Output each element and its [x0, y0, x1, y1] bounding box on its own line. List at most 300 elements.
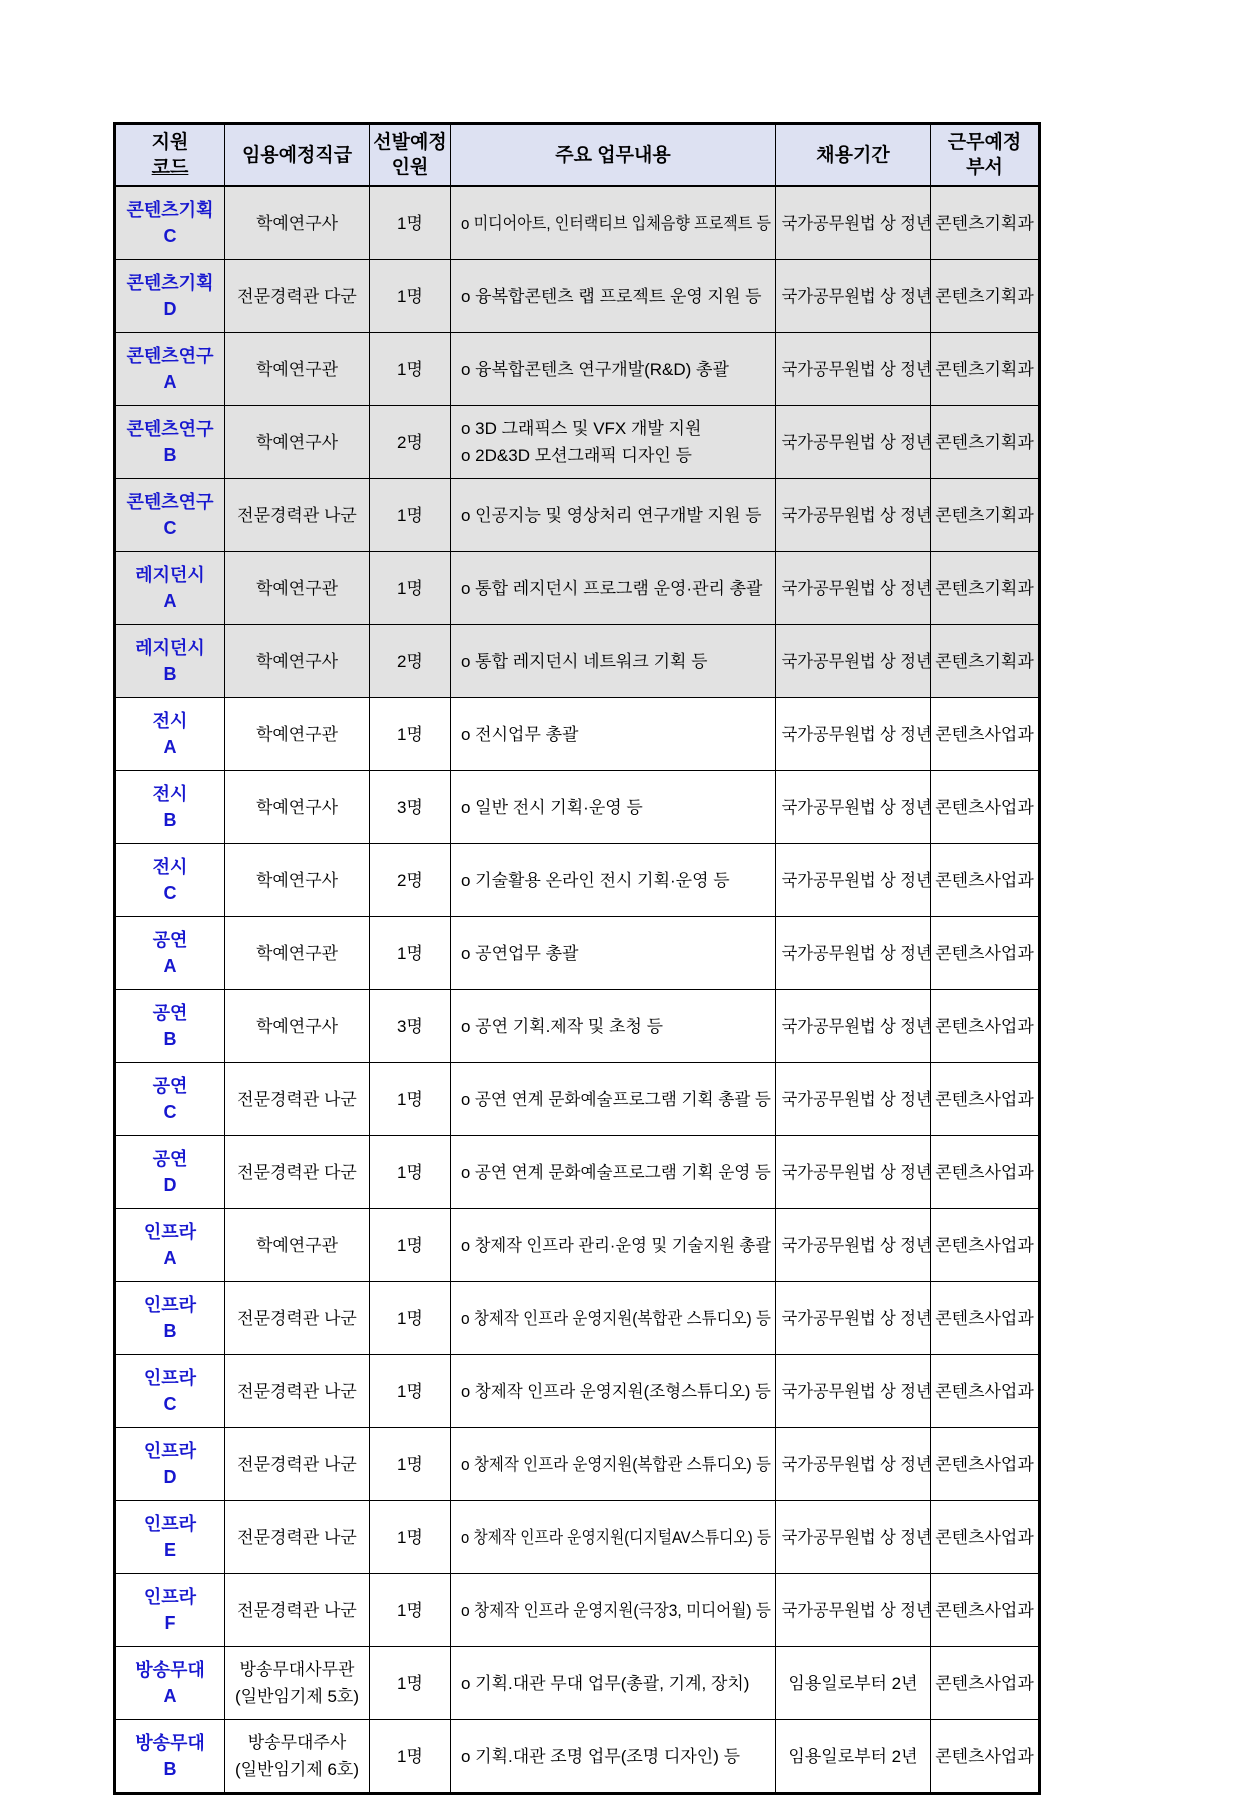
- count-value: 3명: [397, 1016, 423, 1036]
- code-letter: A: [163, 956, 177, 976]
- rank-line: 학예연구사: [255, 651, 339, 671]
- rank-cell: [225, 406, 370, 479]
- code-letter: A: [163, 372, 177, 392]
- period-cell: [776, 698, 931, 771]
- period-cell: [776, 917, 931, 990]
- duty-line: o 인공지능 및 영상처리 연구개발 지원 등: [461, 505, 762, 525]
- department-cell: [931, 186, 1040, 260]
- rank-cell: [225, 917, 370, 990]
- duties-cell: [451, 479, 776, 552]
- code-cell: [115, 1720, 225, 1794]
- rank-line: 학예연구관: [255, 578, 339, 598]
- duties-cell: [451, 917, 776, 990]
- code-letter: E: [163, 1540, 176, 1560]
- period-value: 국가공무원법 상 정년: [781, 943, 932, 963]
- code-name: 공연: [152, 1149, 188, 1169]
- duties-cell: [451, 1501, 776, 1574]
- count-value: 1명: [397, 505, 423, 525]
- period-cell: [776, 1355, 931, 1428]
- department-cell: [931, 990, 1040, 1063]
- department-value: 콘텐츠기획과: [935, 286, 1034, 306]
- department-cell: [931, 333, 1040, 406]
- count-cell: [370, 844, 451, 917]
- duty-line: o 공연업무 총괄: [461, 943, 579, 963]
- code-letter: D: [163, 1175, 177, 1195]
- period-value: 국가공무원법 상 정년: [781, 505, 932, 525]
- department-cell: [931, 479, 1040, 552]
- duties-cell: [451, 1209, 776, 1282]
- duties-cell: [451, 406, 776, 479]
- table-row: [115, 1136, 1040, 1209]
- code-cell: [115, 1355, 225, 1428]
- table-row: [115, 771, 1040, 844]
- count-value: 1명: [397, 1089, 423, 1109]
- code-cell: [115, 1428, 225, 1501]
- duty-line: o 융복합콘텐츠 랩 프로젝트 운영 지원 등: [461, 286, 762, 306]
- code-letter: B: [163, 810, 177, 830]
- rank-cell: [225, 1355, 370, 1428]
- table-row: [115, 1063, 1040, 1136]
- count-value: 1명: [397, 1673, 423, 1693]
- code-name: 콘텐츠연구: [126, 492, 214, 512]
- count-cell: [370, 1282, 451, 1355]
- code-cell: [115, 1209, 225, 1282]
- department-value: 콘텐츠사업과: [935, 1673, 1034, 1693]
- rank-line: 전문경력관 다군: [237, 286, 357, 306]
- code-name: 레지던시: [135, 565, 205, 585]
- duty-line: o 창제작 인프라 운영지원(복합관 스튜디오) 등: [461, 1454, 771, 1474]
- department-value: 콘텐츠사업과: [935, 1454, 1034, 1474]
- code-name: 인프라: [143, 1587, 197, 1607]
- rank-line: 방송무대사무관: [239, 1660, 355, 1679]
- duty-line: o 전시업무 총괄: [461, 724, 579, 744]
- table-row: [115, 552, 1040, 625]
- department-value: 콘텐츠사업과: [935, 1235, 1034, 1255]
- duties-cell: [451, 844, 776, 917]
- code-cell: [115, 771, 225, 844]
- count-value: 1명: [397, 1600, 423, 1620]
- duty-line: o 창제작 인프라 운영지원(극장3, 미디어월) 등: [461, 1600, 771, 1620]
- header-row: [115, 124, 1040, 187]
- department-cell: [931, 1574, 1040, 1647]
- department-cell: [931, 1428, 1040, 1501]
- code-name: 콘텐츠연구: [126, 346, 214, 366]
- duty-line: o 공연 연계 문화예술프로그램 기획 운영 등: [461, 1162, 771, 1182]
- rank-line: 학예연구사: [255, 432, 339, 452]
- count-value: 1명: [397, 286, 423, 306]
- code-name: 레지던시: [135, 638, 205, 658]
- code-cell: [115, 1647, 225, 1720]
- count-value: 1명: [397, 1746, 423, 1766]
- code-name: 전시: [152, 711, 188, 731]
- period-value: 국가공무원법 상 정년: [781, 1016, 932, 1036]
- rank-cell: [225, 1720, 370, 1794]
- header-period: [776, 124, 931, 187]
- count-cell: [370, 625, 451, 698]
- department-value: 콘텐츠기획과: [935, 651, 1034, 671]
- count-value: 1명: [397, 1381, 423, 1401]
- department-cell: [931, 406, 1040, 479]
- duty-line: o 미디어아트, 인터랙티브 입체음향 프로젝트 등: [461, 213, 771, 233]
- department-value: 콘텐츠기획과: [935, 578, 1034, 598]
- period-value: 국가공무원법 상 정년: [781, 286, 932, 306]
- count-value: 1명: [397, 1454, 423, 1474]
- duties-cell: [451, 771, 776, 844]
- code-letter: B: [163, 1029, 177, 1049]
- period-cell: [776, 1136, 931, 1209]
- department-cell: [931, 1720, 1040, 1794]
- rank-line: 전문경력관 나군: [237, 1600, 357, 1620]
- duties-cell: [451, 698, 776, 771]
- header-count-line2: 인원: [391, 157, 429, 178]
- header-department-line2: 부서: [966, 157, 1003, 178]
- duties-cell: [451, 1720, 776, 1794]
- header-application-code-line1: 지원: [151, 132, 189, 153]
- code-cell: [115, 260, 225, 333]
- code-letter: C: [163, 1102, 177, 1122]
- code-name: 인프라: [143, 1295, 197, 1315]
- code-letter: B: [163, 445, 177, 465]
- duties-cell: [451, 1428, 776, 1501]
- duties-cell: [451, 990, 776, 1063]
- code-letter: B: [163, 1321, 177, 1341]
- code-letter: A: [163, 591, 177, 611]
- code-letter: C: [163, 518, 177, 538]
- rank-cell: [225, 1501, 370, 1574]
- duty-line: o 창제작 인프라 운영지원(조형스튜디오) 등: [461, 1381, 771, 1401]
- rank-line: 전문경력관 나군: [237, 505, 357, 525]
- code-letter: C: [163, 883, 177, 903]
- period-cell: [776, 1209, 931, 1282]
- duties-cell: [451, 1063, 776, 1136]
- rank-cell: [225, 698, 370, 771]
- rank-line: (일반임기제 6호): [234, 1760, 360, 1779]
- table-row: [115, 1574, 1040, 1647]
- rank-cell: [225, 990, 370, 1063]
- count-value: 1명: [397, 1162, 423, 1182]
- count-cell: [370, 1428, 451, 1501]
- department-cell: [931, 917, 1040, 990]
- rank-line: 전문경력관 나군: [237, 1527, 357, 1547]
- period-cell: [776, 479, 931, 552]
- rank-cell: [225, 1063, 370, 1136]
- count-cell: [370, 1574, 451, 1647]
- table-row: [115, 844, 1040, 917]
- period-value: 임용일로부터 2년: [788, 1746, 918, 1766]
- department-value: 콘텐츠사업과: [935, 1600, 1034, 1620]
- count-value: 3명: [397, 797, 423, 817]
- count-value: 1명: [397, 1308, 423, 1328]
- count-cell: [370, 552, 451, 625]
- table-row: [115, 1282, 1040, 1355]
- code-letter: F: [164, 1613, 176, 1633]
- code-name: 인프라: [143, 1368, 197, 1388]
- period-cell: [776, 552, 931, 625]
- code-name: 공연: [152, 1076, 188, 1096]
- count-cell: [370, 186, 451, 260]
- department-cell: [931, 844, 1040, 917]
- rank-cell: [225, 1574, 370, 1647]
- table-row: [115, 333, 1040, 406]
- period-cell: [776, 186, 931, 260]
- table-row: [115, 1501, 1040, 1574]
- period-value: 국가공무원법 상 정년: [781, 213, 932, 233]
- code-letter: D: [163, 299, 177, 319]
- rank-line: 학예연구사: [255, 1016, 339, 1036]
- code-cell: [115, 1063, 225, 1136]
- code-name: 방송무대: [135, 1733, 205, 1753]
- department-value: 콘텐츠사업과: [935, 1162, 1034, 1182]
- period-value: 국가공무원법 상 정년: [781, 797, 932, 817]
- duty-line: o 공연 기획.제작 및 초청 등: [461, 1016, 664, 1036]
- table-row: [115, 1647, 1040, 1720]
- duty-line: o 기획.대관 무대 업무(총괄, 기계, 장치): [461, 1673, 750, 1693]
- period-cell: [776, 1063, 931, 1136]
- header-department-line1: 근무예정: [947, 132, 1022, 153]
- recruitment-table: [113, 122, 1041, 1795]
- code-name: 전시: [152, 784, 188, 804]
- duty-line: o 일반 전시 기획·운영 등: [461, 797, 643, 817]
- count-cell: [370, 333, 451, 406]
- count-cell: [370, 771, 451, 844]
- code-letter: C: [163, 226, 177, 246]
- duty-line: o 통합 레지던시 네트워크 기획 등: [461, 651, 708, 671]
- code-letter: D: [163, 1467, 177, 1487]
- count-cell: [370, 990, 451, 1063]
- department-value: 콘텐츠사업과: [935, 1527, 1034, 1547]
- rank-cell: [225, 479, 370, 552]
- duty-line: o 공연 연계 문화예술프로그램 기획 총괄 등: [461, 1089, 771, 1109]
- rank-line: 학예연구관: [255, 359, 339, 379]
- department-value: 콘텐츠사업과: [935, 1308, 1034, 1328]
- period-value: 국가공무원법 상 정년: [781, 1527, 932, 1547]
- period-value: 국가공무원법 상 정년: [781, 432, 932, 452]
- code-cell: [115, 552, 225, 625]
- code-name: 공연: [152, 930, 188, 950]
- code-letter: A: [163, 737, 177, 757]
- period-cell: [776, 333, 931, 406]
- period-value: 국가공무원법 상 정년: [781, 1162, 932, 1182]
- count-value: 1명: [397, 1527, 423, 1547]
- period-cell: [776, 260, 931, 333]
- department-cell: [931, 552, 1040, 625]
- period-value: 국가공무원법 상 정년: [781, 1454, 932, 1474]
- header-duties-line1: 주요 업무내용: [555, 144, 671, 166]
- count-cell: [370, 1136, 451, 1209]
- period-value: 국가공무원법 상 정년: [781, 1235, 932, 1255]
- count-cell: [370, 698, 451, 771]
- code-cell: [115, 1136, 225, 1209]
- department-value: 콘텐츠기획과: [935, 505, 1034, 525]
- department-cell: [931, 1647, 1040, 1720]
- period-cell: [776, 625, 931, 698]
- rank-cell: [225, 1282, 370, 1355]
- department-value: 콘텐츠사업과: [935, 1381, 1034, 1401]
- department-value: 콘텐츠사업과: [935, 724, 1034, 744]
- code-letter: C: [163, 1394, 177, 1414]
- period-value: 국가공무원법 상 정년: [781, 651, 932, 671]
- count-cell: [370, 260, 451, 333]
- table-row: [115, 186, 1040, 260]
- code-name: 전시: [152, 857, 188, 877]
- header-application-code-line2: 코드: [151, 157, 189, 178]
- period-cell: [776, 844, 931, 917]
- duty-line: o 3D 그래픽스 및 VFX 개발 지원: [461, 419, 702, 438]
- table-body: [115, 186, 1040, 1794]
- code-name: 인프라: [143, 1222, 197, 1242]
- duties-cell: [451, 552, 776, 625]
- count-value: 1명: [397, 578, 423, 598]
- rank-line: 전문경력관 나군: [237, 1308, 357, 1328]
- rank-line: 전문경력관 나군: [237, 1089, 357, 1109]
- count-cell: [370, 1355, 451, 1428]
- duties-cell: [451, 1574, 776, 1647]
- department-cell: [931, 1209, 1040, 1282]
- count-value: 1명: [397, 724, 423, 744]
- department-cell: [931, 1282, 1040, 1355]
- department-cell: [931, 1063, 1040, 1136]
- code-cell: [115, 333, 225, 406]
- code-name: 공연: [152, 1003, 188, 1023]
- code-letter: A: [163, 1686, 177, 1706]
- duties-cell: [451, 1136, 776, 1209]
- rank-line: 학예연구관: [255, 943, 339, 963]
- period-cell: [776, 1574, 931, 1647]
- count-cell: [370, 917, 451, 990]
- header-period-line1: 채용기간: [816, 144, 890, 166]
- duty-line: o 융복합콘텐츠 연구개발(R&D) 총괄: [461, 359, 729, 379]
- department-cell: [931, 698, 1040, 771]
- code-name: 방송무대: [135, 1660, 205, 1680]
- department-value: 콘텐츠사업과: [935, 943, 1034, 963]
- table-header: [115, 124, 1040, 187]
- code-letter: B: [163, 664, 177, 684]
- department-value: 콘텐츠사업과: [935, 1089, 1034, 1109]
- table-row: [115, 1209, 1040, 1282]
- duties-cell: [451, 1647, 776, 1720]
- header-rank: [225, 124, 370, 187]
- period-value: 국가공무원법 상 정년: [781, 1308, 932, 1328]
- rank-line: 방송무대주사: [247, 1733, 347, 1752]
- duty-line: o 2D&3D 모션그래픽 디자인 등: [461, 446, 692, 465]
- duties-cell: [451, 1355, 776, 1428]
- table-row: [115, 260, 1040, 333]
- rank-cell: [225, 186, 370, 260]
- rank-cell: [225, 771, 370, 844]
- count-value: 1명: [397, 359, 423, 379]
- table-row: [115, 1428, 1040, 1501]
- duty-line: o 기획.대관 조명 업무(조명 디자인) 등: [461, 1746, 741, 1766]
- rank-line: (일반임기제 5호): [234, 1687, 360, 1706]
- code-cell: [115, 406, 225, 479]
- period-value: 임용일로부터 2년: [788, 1673, 918, 1693]
- rank-cell: [225, 1136, 370, 1209]
- table-row: [115, 698, 1040, 771]
- header-count: [370, 124, 451, 187]
- department-cell: [931, 1136, 1040, 1209]
- department-value: 콘텐츠사업과: [935, 1016, 1034, 1036]
- period-cell: [776, 990, 931, 1063]
- duty-line: o 창제작 인프라 운영지원(디지털AV스튜디오) 등: [461, 1527, 771, 1547]
- header-rank-line1: 임용예정직급: [241, 144, 353, 166]
- header-application-code: [115, 124, 225, 187]
- code-cell: [115, 990, 225, 1063]
- count-cell: [370, 1063, 451, 1136]
- rank-line: 전문경력관 나군: [237, 1381, 357, 1401]
- rank-line: 학예연구사: [255, 870, 339, 890]
- count-cell: [370, 1501, 451, 1574]
- rank-cell: [225, 552, 370, 625]
- period-cell: [776, 1647, 931, 1720]
- duty-line: o 창제작 인프라 관리·운영 및 기술지원 총괄: [461, 1235, 771, 1255]
- table-row: [115, 990, 1040, 1063]
- header-count-line1: 선발예정: [373, 132, 447, 153]
- period-value: 국가공무원법 상 정년: [781, 359, 932, 379]
- period-cell: [776, 406, 931, 479]
- table-row: [115, 917, 1040, 990]
- rank-line: 전문경력관 나군: [237, 1454, 357, 1474]
- count-cell: [370, 1647, 451, 1720]
- code-cell: [115, 1501, 225, 1574]
- code-cell: [115, 186, 225, 260]
- count-value: 1명: [397, 213, 423, 233]
- duties-cell: [451, 260, 776, 333]
- rank-cell: [225, 1647, 370, 1720]
- department-cell: [931, 625, 1040, 698]
- table-row: [115, 625, 1040, 698]
- duty-line: o 기술활용 온라인 전시 기획·운영 등: [461, 870, 730, 890]
- department-value: 콘텐츠기획과: [935, 432, 1034, 452]
- rank-cell: [225, 1209, 370, 1282]
- duties-cell: [451, 186, 776, 260]
- period-value: 국가공무원법 상 정년: [781, 1089, 932, 1109]
- code-cell: [115, 1574, 225, 1647]
- rank-line: 학예연구관: [255, 1235, 339, 1255]
- count-value: 1명: [397, 943, 423, 963]
- duty-line: o 통합 레지던시 프로그램 운영·관리 총괄: [461, 578, 763, 598]
- rank-line: 전문경력관 다군: [237, 1162, 357, 1182]
- department-cell: [931, 1355, 1040, 1428]
- code-name: 인프라: [143, 1514, 197, 1534]
- rank-cell: [225, 844, 370, 917]
- department-value: 콘텐츠사업과: [935, 870, 1034, 890]
- period-value: 국가공무원법 상 정년: [781, 1381, 932, 1401]
- period-cell: [776, 1501, 931, 1574]
- department-cell: [931, 260, 1040, 333]
- department-cell: [931, 1501, 1040, 1574]
- rank-cell: [225, 625, 370, 698]
- duties-cell: [451, 1282, 776, 1355]
- count-cell: [370, 406, 451, 479]
- count-cell: [370, 1720, 451, 1794]
- department-value: 콘텐츠기획과: [935, 213, 1034, 233]
- department-value: 콘텐츠사업과: [935, 1746, 1034, 1766]
- period-value: 국가공무원법 상 정년: [781, 578, 932, 598]
- count-cell: [370, 1209, 451, 1282]
- period-cell: [776, 1428, 931, 1501]
- code-name: 콘텐츠기획: [126, 273, 214, 293]
- period-cell: [776, 1282, 931, 1355]
- period-cell: [776, 771, 931, 844]
- rank-cell: [225, 1428, 370, 1501]
- rank-line: 학예연구관: [255, 724, 339, 744]
- period-value: 국가공무원법 상 정년: [781, 1600, 932, 1620]
- duties-cell: [451, 333, 776, 406]
- header-duties: [451, 124, 776, 187]
- rank-line: 학예연구사: [255, 797, 339, 817]
- table-row: [115, 1720, 1040, 1794]
- department-value: 콘텐츠사업과: [935, 797, 1034, 817]
